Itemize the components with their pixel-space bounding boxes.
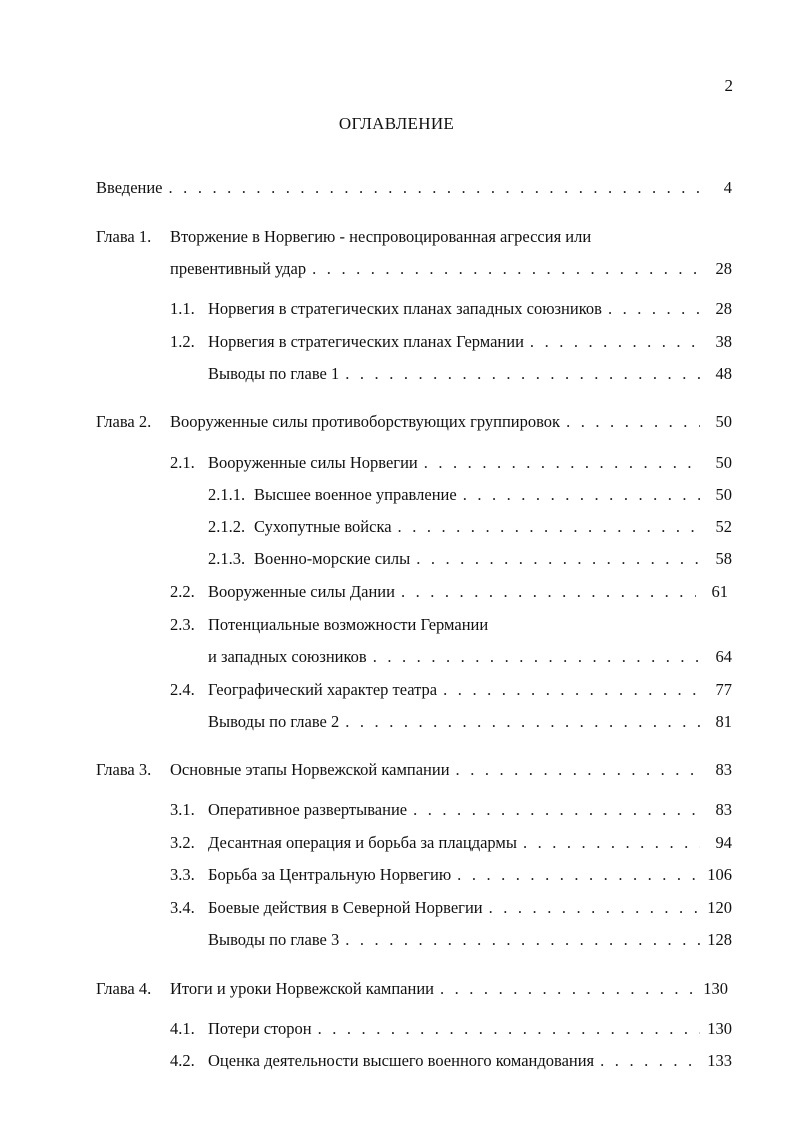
- toc-entry-label: Сухопутные войска: [254, 517, 392, 536]
- toc-entry-page: 133: [707, 1051, 732, 1070]
- dot-leader: [416, 549, 700, 569]
- toc-entry-page: 83: [715, 760, 732, 779]
- dot-leader: [608, 299, 700, 319]
- toc-entry-section-2-2: [170, 582, 728, 606]
- dot-leader: [566, 412, 700, 432]
- dot-leader: [318, 1019, 700, 1039]
- toc-entry-number: 2.1.1.: [208, 485, 246, 504]
- dot-leader: [413, 800, 700, 820]
- toc-entry-section-2-1-3: [208, 549, 732, 573]
- dot-leader: [345, 930, 700, 950]
- toc-entry-label: Военно-морские силы: [254, 549, 411, 568]
- toc-entry-introduction: [96, 178, 732, 202]
- toc-entry-page: 106: [707, 865, 732, 884]
- toc-entry-section-3-4: [170, 898, 732, 922]
- toc-entry-page: 128: [707, 930, 732, 949]
- toc-entry-number: 3.4.: [170, 898, 195, 917]
- toc-entry-label: Основные этапы Норвежской кампании: [170, 760, 450, 779]
- toc-entry-section-2-1: [170, 453, 732, 477]
- toc-entry-number: 2.1.: [170, 453, 195, 472]
- dot-leader: [345, 364, 700, 384]
- toc-entry-label: Итоги и уроки Норвежской кампании: [170, 979, 434, 998]
- dot-leader: [401, 582, 696, 602]
- toc-entry-conclusions-2: [208, 712, 732, 736]
- toc-entry-number: 2.2.: [170, 582, 195, 601]
- toc-entry-page: 58: [715, 549, 732, 568]
- toc-entry-number: 3.2.: [170, 833, 195, 852]
- toc-entry-label: Борьба за Центральную Норвегию: [208, 865, 452, 884]
- toc-entry-page: 130: [703, 979, 728, 998]
- toc-entry-page: 48: [715, 364, 732, 383]
- toc-entry-page: 38: [715, 332, 732, 351]
- toc-entry-number: 2.3.: [170, 615, 195, 634]
- toc-entry-section-2-1-1: [208, 485, 732, 509]
- toc-entry-number: 4.1.: [170, 1019, 195, 1038]
- toc-entry-label: Вооруженные силы Норвегии: [208, 453, 418, 472]
- toc-entry-label: Потери сторон: [208, 1019, 312, 1038]
- toc-entry-number: 3.1.: [170, 800, 195, 819]
- toc-entry-page: 83: [715, 800, 732, 819]
- dot-leader: [523, 833, 700, 853]
- dot-leader: [398, 517, 700, 537]
- toc-entry-label: Норвегия в стратегических планах западных союзников: [208, 299, 602, 318]
- dot-leader: [457, 865, 700, 885]
- toc-entry-number: 2.1.3.: [208, 549, 246, 568]
- toc-entry-chapter-2: [96, 412, 732, 436]
- toc-entry-page: 130: [707, 1019, 732, 1038]
- toc-entry-section-3-3: [170, 865, 732, 889]
- toc-entry-number: 1.2.: [170, 332, 195, 351]
- toc-entry-label: Норвегия в стратегических планах Германии: [208, 332, 524, 351]
- dot-leader: [440, 979, 696, 999]
- dot-leader: [345, 712, 700, 732]
- toc-entry-page: 4: [723, 178, 732, 197]
- toc-entry-label: Выводы по главе 3: [208, 930, 340, 949]
- toc-entry-label: Вооруженные силы противоборствующих группировок: [170, 412, 561, 431]
- toc-entry-page: 28: [715, 299, 732, 318]
- toc-entry-section-1-1: [170, 299, 732, 323]
- toc-entry-number: 4.2.: [170, 1051, 195, 1070]
- toc-entry-number: 1.1.: [170, 299, 195, 318]
- toc-entry-label: Десантная операция и борьба за плацдармы: [208, 833, 517, 852]
- toc-entry-label: Вторжение в Норвегию - неспровоцированная агрессия или: [170, 227, 592, 246]
- toc-entry-label: Вооруженные силы Дании: [208, 582, 395, 601]
- toc-entry-page: 81: [715, 712, 732, 731]
- toc-entry-chapter-1-line1: [96, 227, 732, 251]
- dot-leader: [169, 178, 700, 198]
- toc-entry-page: 50: [715, 453, 732, 472]
- dot-leader: [489, 898, 700, 918]
- dot-leader: [600, 1051, 700, 1071]
- toc-entry-label: Выводы по главе 1: [208, 364, 340, 383]
- toc-entry-chapter-4: [96, 979, 728, 1003]
- toc-entry-number: 2.4.: [170, 680, 195, 699]
- toc-entry-page: 77: [715, 680, 732, 699]
- toc-entry-chapter-3: [96, 760, 732, 784]
- toc-title: ОГЛАВЛЕНИЕ: [338, 114, 455, 133]
- toc-entry-number: Глава 1.: [96, 227, 152, 246]
- toc-entry-section-1-2: [170, 332, 732, 356]
- toc-entry-label: превентивный удар: [170, 259, 307, 278]
- toc-entry-section-4-2: [170, 1051, 732, 1075]
- toc-entry-number: Глава 4.: [96, 979, 152, 998]
- dot-leader: [373, 647, 700, 667]
- page-number: 2: [724, 76, 733, 95]
- toc-entry-chapter-1-line2: [170, 259, 732, 283]
- toc-entry-page: 61: [711, 582, 728, 601]
- toc-entry-label: Потенциальные возможности Германии: [208, 615, 489, 634]
- toc-entry-section-2-3-line2: [208, 647, 732, 671]
- toc-entry-label: Оценка деятельности высшего военного командования: [208, 1051, 595, 1070]
- toc-entry-label: Географический характер театра: [208, 680, 438, 699]
- toc-entry-label: Боевые действия в Северной Норвегии: [208, 898, 483, 917]
- dot-leader: [312, 259, 700, 279]
- toc-entry-page: 50: [715, 485, 732, 504]
- dot-leader: [443, 680, 700, 700]
- toc-entry-section-3-1: [170, 800, 732, 824]
- toc-entry-label: и западных союзников: [208, 647, 367, 666]
- toc-entry-conclusions-3: [208, 930, 732, 954]
- toc-entry-label: Выводы по главе 2: [208, 712, 340, 731]
- toc-entry-label: Оперативное развертывание: [208, 800, 408, 819]
- toc-entry-page: 120: [707, 898, 732, 917]
- toc-entry-section-3-2: [170, 833, 732, 857]
- toc-entry-section-2-3-line1: [170, 615, 732, 639]
- dot-leader: [424, 453, 700, 473]
- toc-entry-number: Глава 2.: [96, 412, 152, 431]
- toc-entry-number: Глава 3.: [96, 760, 152, 779]
- toc-entry-section-2-4: [170, 680, 732, 704]
- toc-entry-number: 2.1.2.: [208, 517, 246, 536]
- dot-leader: [456, 760, 700, 780]
- toc-entry-page: 52: [715, 517, 732, 536]
- toc-entry-section-4-1: [170, 1019, 732, 1043]
- toc-entry-page: 94: [715, 833, 732, 852]
- toc-entry-page: 50: [715, 412, 732, 431]
- dot-leader: [463, 485, 700, 505]
- toc-entry-label: Введение: [96, 178, 163, 197]
- dot-leader: [530, 332, 700, 352]
- toc-entry-number: 3.3.: [170, 865, 195, 884]
- toc-entry-page: 28: [715, 259, 732, 278]
- toc-entry-conclusions-1: [208, 364, 732, 388]
- toc-entry-label: Высшее военное управление: [254, 485, 457, 504]
- toc-entry-section-2-1-2: [208, 517, 732, 541]
- toc-entry-page: 64: [715, 647, 732, 666]
